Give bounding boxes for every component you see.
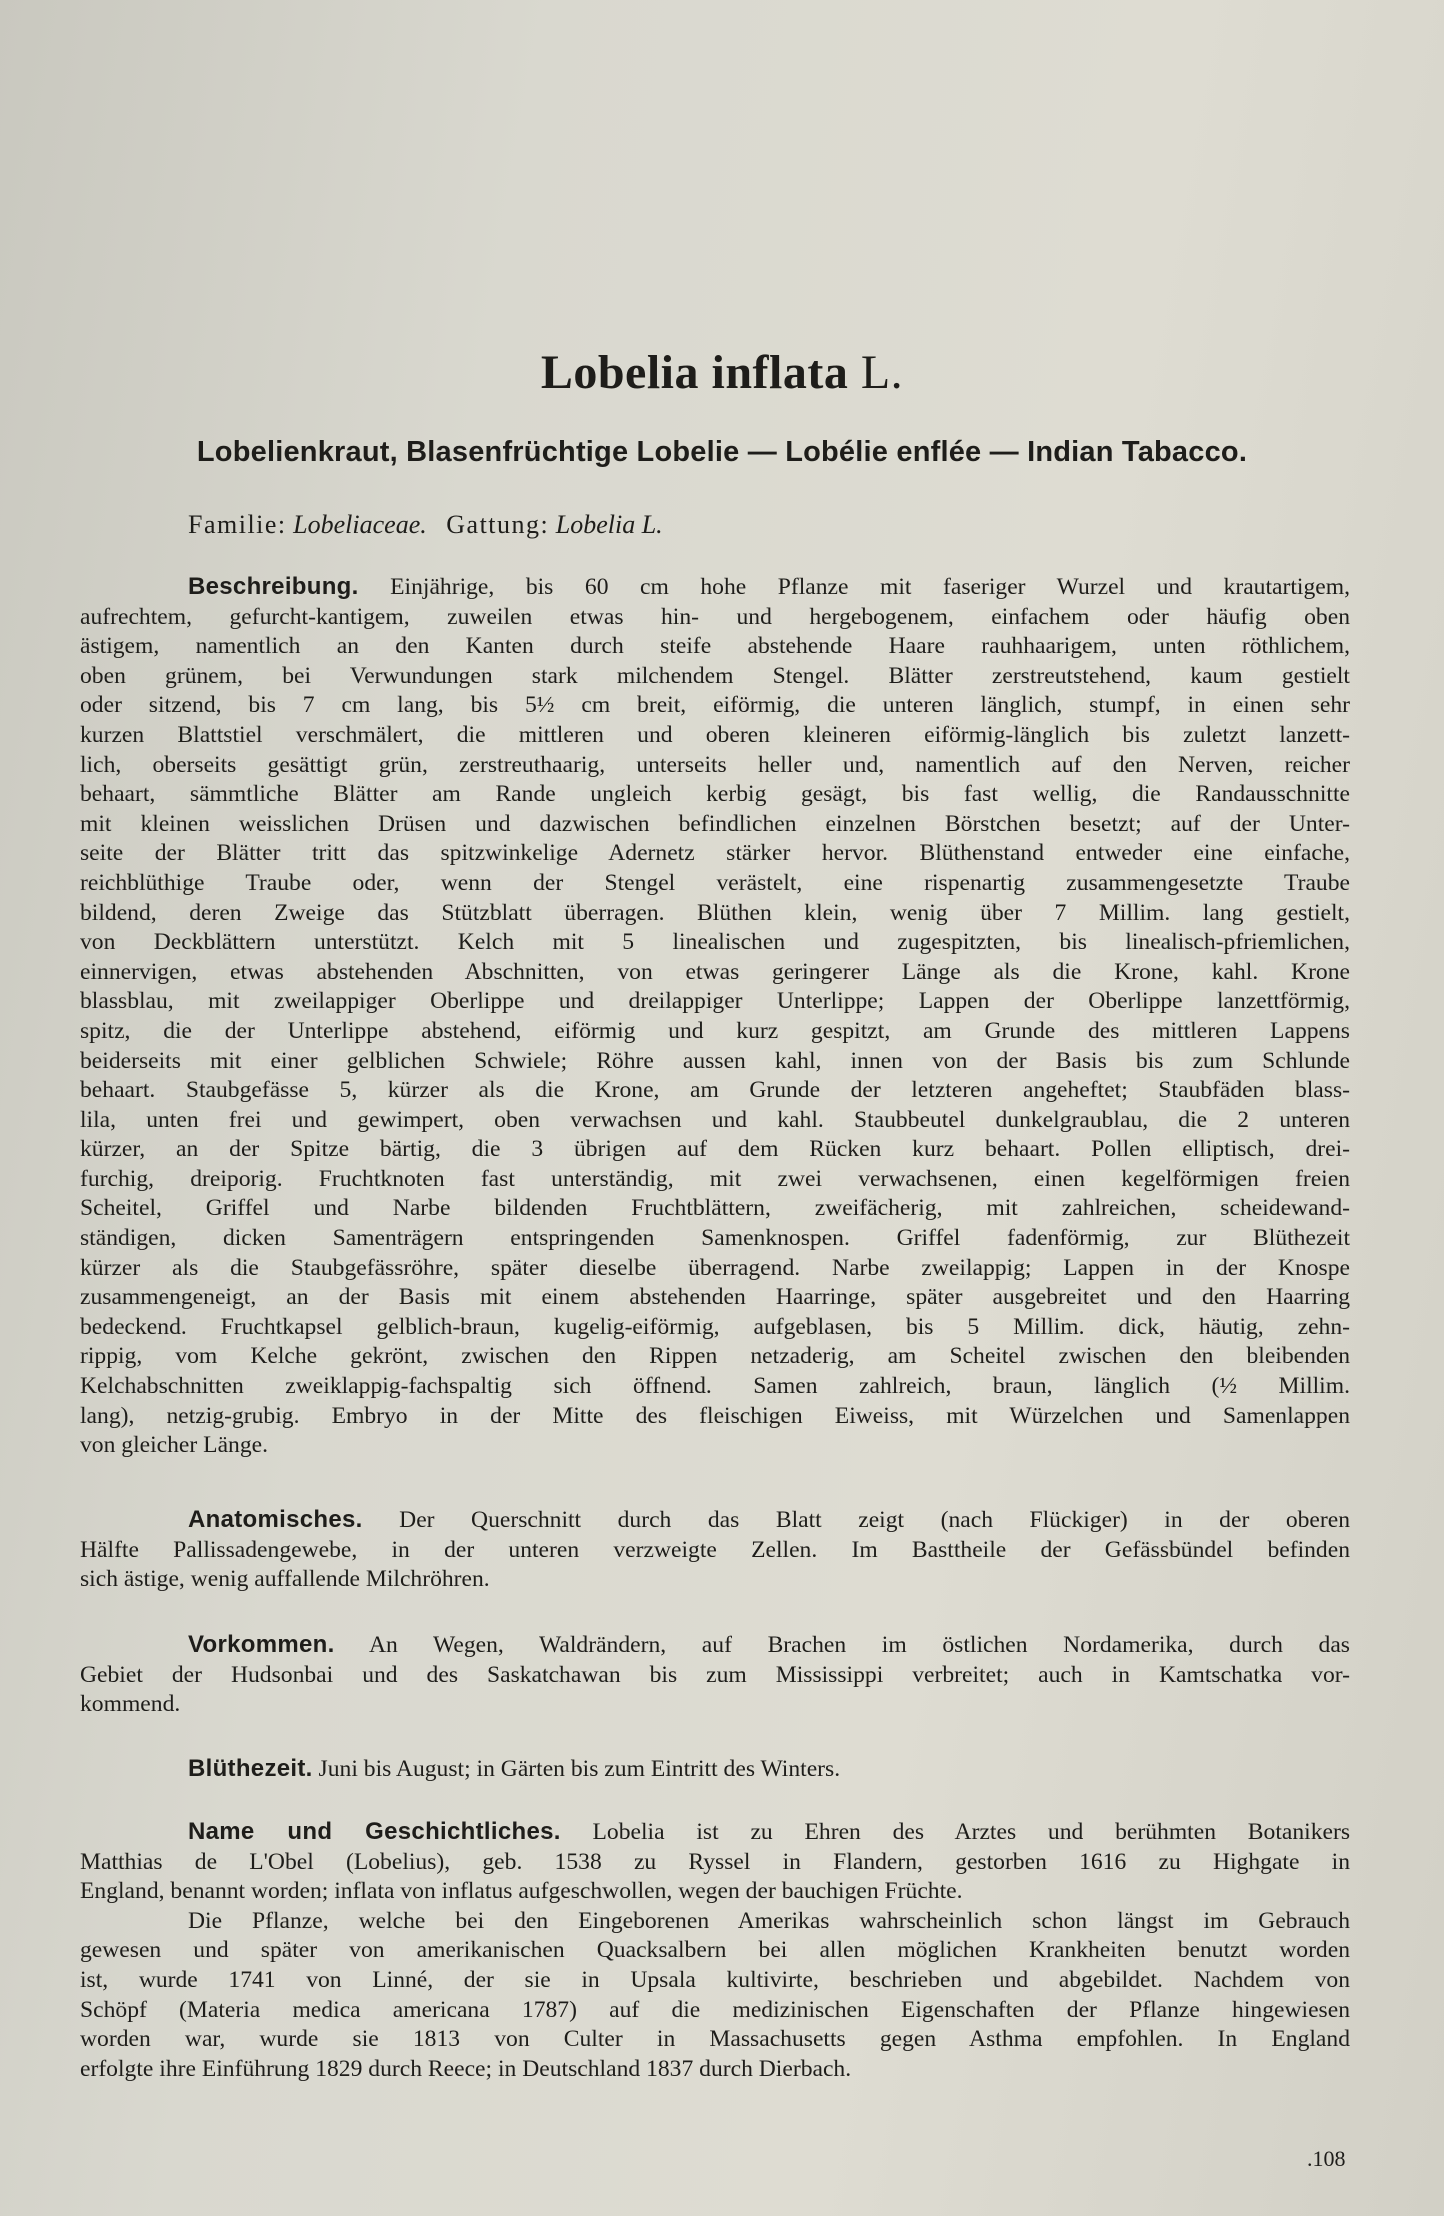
section-name-geschichtliches	[80, 1817, 1350, 2084]
text-line: rippig, vom Kelche gekrönt, zwischen den Rippen netzaderig, am Scheitel zwischen den bleibenden	[80, 1343, 1350, 1370]
text-line: kürzer, an der Spitze bärtig, die 3 übrigen auf dem Rücken kurz behaart. Pollen elliptisch, drei-	[80, 1136, 1350, 1163]
text-line: oben grünem, bei Verwundungen stark milchendem Stengel. Blätter zerstreutstehend, kaum gestielt	[80, 662, 1350, 689]
text-line: lila, unten frei und gewimpert, oben verwachsen und kahl. Staubbeutel dunkelgraublau, die 2 unteren	[80, 1106, 1350, 1133]
section-beschreibung	[80, 572, 1350, 1461]
text-line: bedeckend. Fruchtkapsel gelblich-braun, kugelig-eiförmig, aufgeblasen, bis 5 Millim. dick, häutig, zehn-	[80, 1313, 1350, 1340]
text-line	[80, 572, 1350, 603]
text-line: spitz, die der Unterlippe abstehend, eiförmig und kurz gespitzt, am Grunde des mittleren Lappens	[80, 1017, 1350, 1044]
text-line: von gleicher Länge.	[80, 1432, 269, 1459]
text-line: Schöpf (Materia medica americana 1787) auf die medizinischen Eigenschaften der Pflanze hingewiesen	[80, 1996, 1350, 2023]
text-line: reichblüthige Traube oder, wenn der Stengel verästelt, eine rispenartig zusammengesetzte Traube	[80, 869, 1350, 896]
text-line: ist, wurde 1741 von Linné, der sie in Upsala kultivirte, beschrieben und abgebildet. Nachdem von	[80, 1966, 1350, 1993]
section-heading: Beschreibung.	[188, 573, 359, 600]
text-line: behaart. Staubgefässe 5, kürzer als die Krone, am Grunde der letzteren angeheftet; Staubfäden blass-	[80, 1077, 1350, 1104]
text-line	[80, 1505, 1350, 1536]
section-text: Juni bis August; in Gärten bis zum Eintritt des Winters.	[318, 1756, 841, 1782]
show-through-text	[150, 0, 1390, 330]
text-line: lang), netzig-grubig. Embryo in der Mitte des fleischigen Eiweiss, mit Würzelchen und Samenlappen	[80, 1402, 1350, 1429]
family-value: Lobeliaceae.	[293, 510, 427, 539]
text-line: Gebiet der Hudsonbai und des Saskatchawan bis zum Mississippi verbreitet; auch in Kamtschatka vor-	[80, 1661, 1350, 1688]
family-label: Familie:	[188, 510, 287, 539]
text-line: zusammengeneigt, an der Basis mit einem abstehenden Haarringe, später ausgebreitet und den Haarring	[80, 1284, 1350, 1311]
text-line: kürzer als die Staubgefässröhre, später dieselbe überragend. Narbe zweilappig; Lappen in der Knospe	[80, 1254, 1350, 1281]
text-line: sich ästige, wenig auffallende Milchröhren.	[80, 1566, 490, 1593]
section-text: Lobelia ist zu Ehren des Arztes und berühmten Botanikers	[592, 1819, 1351, 1845]
text-line: Hälfte Pallissadengewebe, in der unteren verzweigte Zellen. Im Basttheile der Gefässbündel befinden	[80, 1536, 1350, 1563]
text-line: England, benannt worden; inflata von inflatus aufgeschwollen, wegen der bauchigen Früchte.	[80, 1878, 963, 1905]
taxonomy-line	[188, 510, 663, 540]
text-line: mit kleinen weisslichen Drüsen und dazwischen befindlichen einzelnen Börstchen besetzt; auf der Unter-	[80, 810, 1350, 837]
text-line: Kelchabschnitten zweiklappig-fachspaltig sich öffnend. Samen zahlreich, braun, länglich (½ Millim.	[80, 1373, 1350, 1400]
text-line: kommend.	[80, 1691, 181, 1718]
text-line: lich, oberseits gesättigt grün, zerstreuthaarig, unterseits heller und, namentlich auf den Nerven, reicher	[80, 751, 1350, 778]
section-vorkommen	[80, 1630, 1350, 1720]
page-title	[0, 345, 1444, 400]
text-line	[80, 1630, 1350, 1661]
section-text: Der Querschnitt durch das Blatt zeigt (nach Flückiger) in der oberen	[399, 1507, 1351, 1533]
text-line: ästigem, namentlich an den Kanten durch steife abstehende Haare rauhhaarigem, unten röthlichem,	[80, 633, 1350, 660]
genus-label: Gattung:	[446, 510, 550, 539]
species-name: Lobelia inflata	[540, 346, 849, 399]
section-bluethezeit	[80, 1754, 1350, 1785]
species-author: L.	[860, 346, 904, 399]
text-line: bildend, deren Zweige das Stützblatt überragen. Blüthen klein, wenig über 7 Millim. lang gestielt,	[80, 899, 1350, 926]
page-number: .108	[1307, 2146, 1346, 2171]
text-line: beiderseits mit einer gelblichen Schwiele; Röhre aussen kahl, innen von der Basis bis zum Schlunde	[80, 1047, 1350, 1074]
text-line: gewesen und später von amerikanischen Quacksalbern bei allen möglichen Krankheiten benutzt worden	[80, 1937, 1350, 1964]
text-line: Die Pflanze, welche bei den Eingeborenen Amerikas wahrscheinlich schon längst im Gebrauch	[188, 1907, 1350, 1934]
text-line: furchig, dreiporig. Fruchtknoten fast unterständig, mit zwei verwachsenen, einen kegelförmigen freien	[80, 1165, 1350, 1192]
text-line: Matthias de L'Obel (Lobelius), geb. 1538 zu Ryssel in Flandern, gestorben 1616 zu Highgate in	[80, 1848, 1350, 1875]
text-line: seite der Blätter tritt das spitzwinkelige Adernetz stärker hervor. Blüthenstand entweder eine einfache,	[80, 840, 1350, 867]
text-line: von Deckblättern unterstützt. Kelch mit 5 linealischen und zugespitzten, bis linealisch-pfriemlichen,	[80, 929, 1350, 956]
text-line: blassblau, mit zweilappiger Oberlippe und dreilappiger Unterlippe; Lappen der Oberlippe lanzettförmig,	[80, 988, 1350, 1015]
section-text: An Wegen, Waldrändern, auf Brachen im östlichen Nordamerika, durch das	[368, 1632, 1350, 1658]
section-heading: Anatomisches.	[188, 1506, 363, 1533]
genus-value: Lobelia L.	[555, 510, 663, 539]
section-anatomisches	[80, 1505, 1350, 1595]
text-line: worden war, wurde sie 1813 von Culter in Massachusetts gegen Asthma empfohlen. In England	[80, 2026, 1350, 2053]
text-line: ständigen, dicken Samenträgern entspringenden Samenknospen. Griffel fadenförmig, zur Blüthezeit	[80, 1225, 1350, 1252]
text-line: Scheitel, Griffel und Narbe bildenden Fruchtblättern, zweifächerig, mit zahlreichen, scheidewand-	[80, 1195, 1350, 1222]
text-line: behaart, sämmtliche Blätter am Rande ungleich kerbig gesägt, bis fast wellig, die Randausschnitte	[80, 781, 1350, 808]
section-heading: Vorkommen.	[188, 1631, 335, 1658]
text-line: kurzen Blattstiel verschmälert, die mittleren und oberen kleineren eiförmig-länglich bis zuletzt lanzett-	[80, 721, 1350, 748]
text-line	[80, 1817, 1350, 1848]
text-line: erfolgte ihre Einführung 1829 durch Reece; in Deutschland 1837 durch Dierbach.	[80, 2055, 852, 2082]
section-heading: Blüthezeit.	[188, 1755, 313, 1782]
text-line: einnervigen, etwas abstehenden Abschnitten, von etwas geringerer Länge als die Krone, kahl. Krone	[80, 958, 1350, 985]
text-line: aufrechtem, gefurcht-kantigem, zuweilen etwas hin- und hergebogenem, einfachem oder häufig oben	[80, 603, 1350, 630]
section-heading: Name und Geschichtliches.	[188, 1818, 561, 1845]
text-line: oder sitzend, bis 7 cm lang, bis 5½ cm breit, eiförmig, die unteren länglich, stumpf, in einen sehr	[80, 692, 1350, 719]
text-line	[80, 1754, 1350, 1785]
common-names: Lobelienkraut, Blasenfrüchtige Lobelie — Lobélie enflée — Indian Tabacco.	[196, 436, 1248, 468]
section-text: Einjährige, bis 60 cm hohe Pflanze mit faseriger Wurzel und krautartigem,	[390, 574, 1350, 600]
